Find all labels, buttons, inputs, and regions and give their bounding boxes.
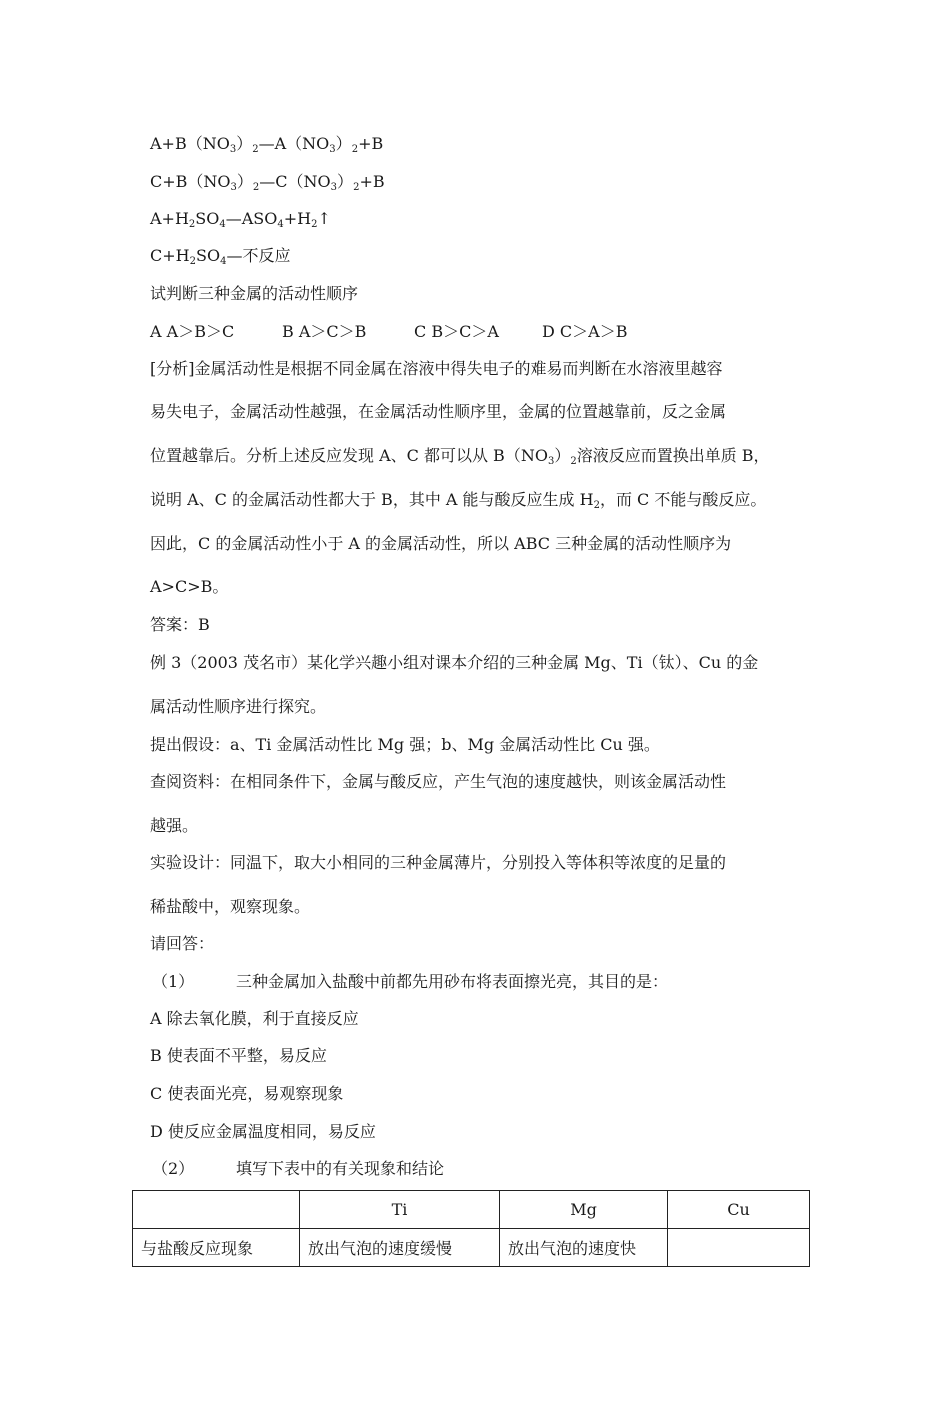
question-2-number: （2） [152,1159,195,1178]
question-text: 试判断三种金属的活动性顺序 [150,284,359,303]
reaction-line-4: $C+H_2SO_4—$不反应 [150,246,291,267]
analysis-line-4: 说明 A、C 的金属活动性都大于 B，其中 A 能与酸反应生成 $H_2$，而 C 不能与酸反应。 [150,490,767,511]
table-cell: 与盐酸反应现象 [133,1229,300,1267]
analysis-line-2: 易失电子，金属活动性越强，在金属活动性顺序里，金属的位置越靠前，反之金属 [150,402,727,421]
table-header-row [133,1191,810,1229]
table-header-cell: Ti [300,1191,500,1229]
analysis-line-6: A>C>B。 [150,577,229,596]
question-1-text: 三种金属加入盐酸中前都先用砂布将表面擦光亮，其目的是： [236,972,669,991]
options-row [150,322,627,342]
analysis-line-3: 位置越靠后。分析上述反应发现 A、C 都可以从 $B(NO_3)_2$溶液反应而置换出单质 B， [150,446,770,467]
hypothesis-text: 提出假设：a、Ti 金属活动性比 Mg 强；b、Mg 金属活动性比 Cu 强。 [150,735,660,754]
table-cell[interactable] [668,1229,810,1267]
q1-choice-d: D 使反应金属温度相同，易反应 [150,1122,376,1141]
reaction-line-3: $A+H_2SO_4—ASO_4+H_2↑$ [150,209,331,230]
q1-choice-a: A 除去氧化膜，利于直接反应 [150,1009,359,1028]
example-line-1: 例 3（2003 茂名市）某化学兴趣小组对课本介绍的三种金属 Mg、Ti（钛）、Cu 的金 [150,653,759,672]
answer-text: 答案：B [150,615,210,634]
analysis-line-1: [分析]金属活动性是根据不同金属在溶液中得失电子的难易而判断在水溶液里越容 [150,359,723,378]
table-cell: 放出气泡的速度快 [500,1229,668,1267]
results-table [132,1190,810,1267]
option-d: D C＞A＞B [542,322,628,341]
q1-choice-b: B 使表面不平整，易反应 [150,1046,327,1065]
question-1 [152,972,668,992]
question-2-text: 填写下表中的有关现象和结论 [236,1159,445,1178]
reference-line-1: 查阅资料：在相同条件下，金属与酸反应，产生气泡的速度越快，则该金属活动性 [150,772,727,791]
option-a: A A＞B＞C [150,322,235,341]
analysis-line-5: 因此，C 的金属活动性小于 A 的金属活动性，所以 ABC 三种金属的活动性顺序为 [150,534,732,553]
reference-line-2: 越强。 [150,816,199,835]
option-c: C B＞C＞A [414,322,499,341]
please-answer: 请回答： [150,934,215,953]
table-header-cell: Mg [500,1191,668,1229]
design-line-1: 实验设计：同温下，取大小相同的三种金属薄片，分别投入等体积等浓度的足量的 [150,853,727,872]
reaction-line-2: $C+B(NO_3)_2—C(NO_3)_2+B$ [150,172,385,193]
table-header-cell: Cu [668,1191,810,1229]
example-line-2: 属活动性顺序进行探究。 [150,697,327,716]
question-2 [152,1159,444,1179]
design-line-2: 稀盐酸中，观察现象。 [150,897,311,916]
table-row [133,1229,810,1267]
q1-choice-c: C 使表面光亮，易观察现象 [150,1084,344,1103]
table-cell: 放出气泡的速度缓慢 [300,1229,500,1267]
question-1-number: （1） [152,972,195,991]
table-header-cell [133,1191,300,1229]
reaction-line-1: $A+B(NO_3)_2—A(NO_3)_2+B$ [150,134,384,155]
option-b: B A＞C＞B [282,322,367,341]
